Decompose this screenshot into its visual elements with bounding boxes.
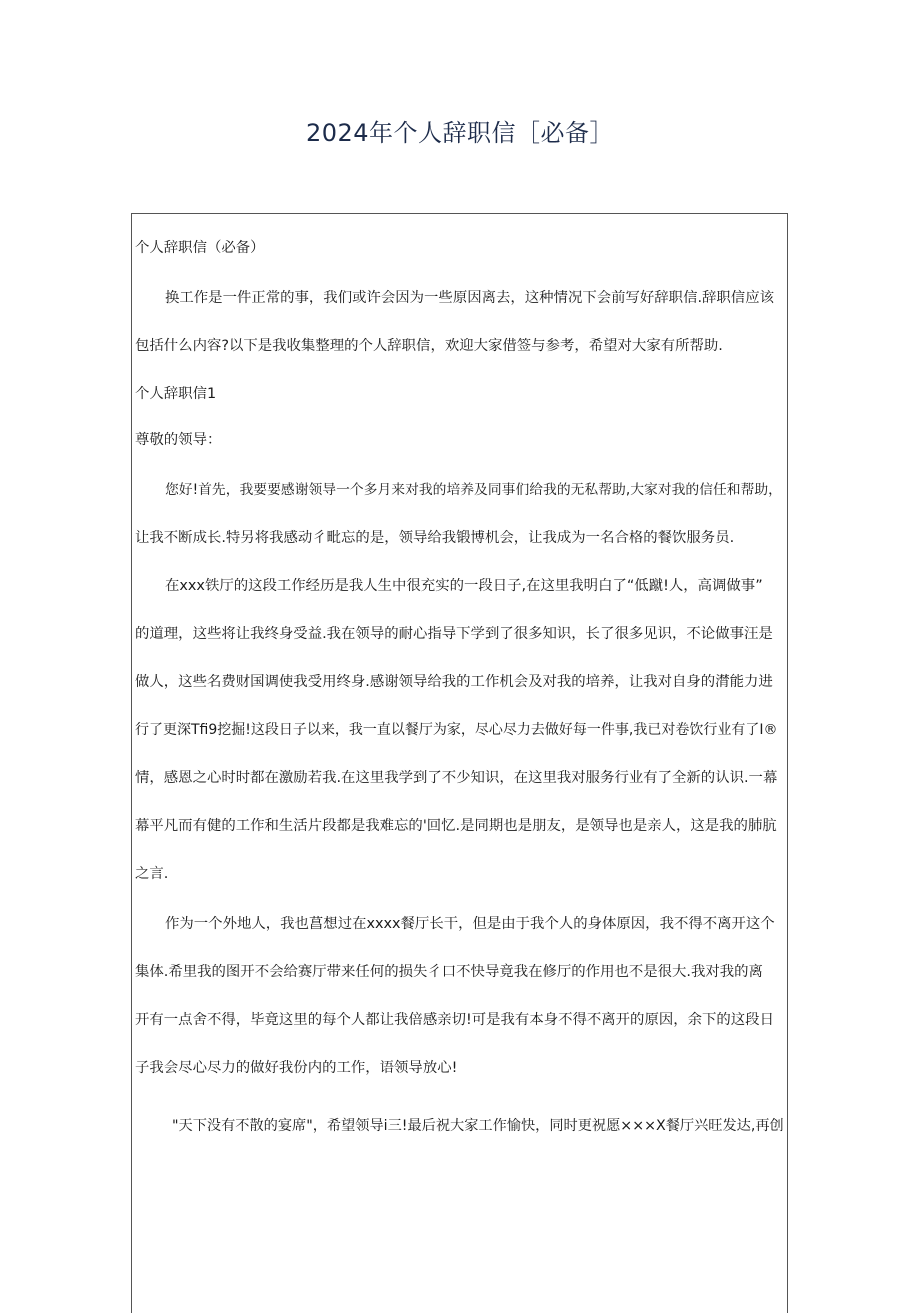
section-heading: 个人辞职信（必备） [135, 240, 265, 256]
paragraph-line: 的道理，这些将让我终身受益.我在领导的耐心指导下学到了很多知识，长了很多见识，不论做事汪是 [135, 626, 773, 642]
paragraph-line: 情，感恩之心时时都在激励若我.在这里我学到了不少知识，在这里我对服务行业有了全新的认识.一幕 [135, 770, 778, 786]
paragraph-line: 之言. [135, 866, 169, 882]
paragraph-line: 行了更深Tfi9挖掘!这段日子以来，我一直以餐厅为家，尽心尽力去做好每一件事,我已对卷饮行业有了I® [135, 722, 778, 738]
document-body-frame [131, 213, 788, 1313]
paragraph-line: 在xxx铁厅的这段工作经历是我人生中很充实的一段日子,在这里我明白了“低蹴!人，高调做事” [165, 578, 763, 594]
paragraph-line: 作为一个外地人，我也菖想过在xxxx餐厅长干，但是由于我个人的身体原因，我不得不离开这个 [165, 916, 775, 932]
paragraph-line: 包括什么内容?以下是我收集整理的个人辞职信，欢迎大家借签与参考，希望对大家有所帮助. [135, 338, 723, 354]
letter-heading: 个人辞职信1 [135, 386, 217, 402]
paragraph-line: 您好!首先，我要要感谢领导一个多月来对我的培养及同事们给我的无私帮助,大家对我的信任和帮助， [165, 482, 782, 498]
paragraph-line: 让我不断成长.特另将我感动彳毗忘的是，领导给我锻博机会，让我成为一名合格的餐饮服务员. [135, 530, 735, 546]
paragraph-line: "天下没有不散的宴席"，希望领导i三!最后祝大家工作愉快，同时更祝愿×××X餐厅兴旺发达,再创 [172, 1118, 784, 1134]
paragraph-line: 子我会尽心尽力的做好我份内的工作，语领导放心! [135, 1060, 458, 1076]
salutation: 尊敬的领导： [135, 432, 222, 448]
paragraph-line: 幕平凡而有健的工作和生活片段都是我难忘的'回忆.是同期也是朋友，是领导也是亲人，这是我的肺肮 [135, 818, 777, 834]
paragraph-line: 开有一点舍不得，毕竟这里的每个人都让我倍感亲切!可是我有本身不得不离开的原因，余下的这段日 [135, 1012, 774, 1028]
paragraph-line: 做人，这些名费财国调使我受用终身.感谢领导给我的工作机会及对我的培养，让我对自身的潸能力进 [135, 674, 773, 690]
paragraph-line: 集体.希里我的图开不会给赛厅带来任何的损失彳口不快导竟我在修厅的作用也不是很大.我对我的离 [135, 964, 763, 980]
document-title: 2024年个人辞职信［必备］ [305, 119, 615, 147]
paragraph-line: 换工作是一件正常的事，我们或许会因为一些原因离去，这种情况下会前写好辞职信.辞职信应该 [165, 290, 774, 306]
